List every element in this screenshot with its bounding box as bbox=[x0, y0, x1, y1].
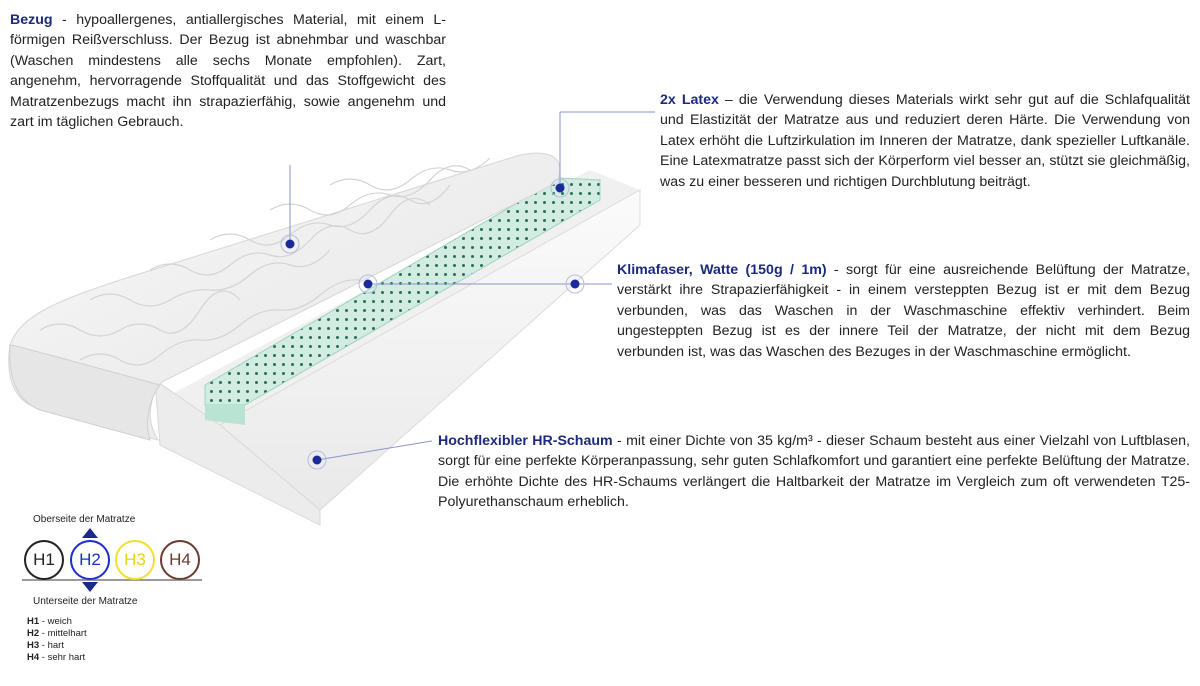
hardness-h1-circle: H1 bbox=[24, 540, 64, 580]
schaum-description bbox=[438, 431, 1190, 513]
hardness-key-item: H1 - weich bbox=[27, 616, 72, 627]
bezug-description bbox=[10, 10, 446, 132]
hardness-key-item: H2 - mittelhart bbox=[27, 628, 87, 639]
schaum-text: - mit einer Dichte von 35 kg/m³ - dieser Schaum besteht aus einer Vielzahl von Luftblasen, sorgt für eine perfekte Körperanpassung, sehr guten Schlafkomfort und garantiert eine perfekte Belüftung der Matratze. Die erhöhte Dichte des HR-Schaums verlängert die Haltbarkeit der Matratze im Vergleich zum oft verwendeten T25-Polyurethanschaum erheblich. bbox=[438, 433, 1190, 511]
latex-title: 2x Latex bbox=[660, 92, 719, 108]
latex-description bbox=[660, 90, 1190, 192]
arrow-up-icon bbox=[82, 528, 98, 538]
legend-top-label: Oberseite der Matratze bbox=[33, 514, 136, 525]
klimafaser-description bbox=[617, 260, 1190, 362]
klimafaser-title: Klimafaser, Watte (150g / 1m) bbox=[617, 262, 827, 278]
latex-text: – die Verwendung dieses Materials wirkt sehr gut auf die Schlafqualität und Elastizität der Matratze aus und reduziert deren Härte. Die Verwendung von Latex erhöht die Luftzirkulation im Inneren der Matratze, dank spezieller Luftkanäle. Eine Latexmatratze passt sich der Körperform viel besser an, stützt sie gleichmäßig, was zu einer besseren und richtigen Durchblutung beiträgt. bbox=[660, 92, 1190, 190]
arrow-down-icon bbox=[82, 582, 98, 592]
hardness-key-list bbox=[27, 616, 87, 664]
hardness-h2-circle: H2 bbox=[70, 540, 110, 580]
bezug-text: - hypoallergenes, antiallergisches Material, mit einem L-förmigen Reißverschluss. Der Bezug ist abnehmbar und waschbar (Waschen mindestens alle sechs Monate empfohlen). Zart, angenehm, hervorragende Stoffqualität und das Stoffgewicht des Matratzenbezugs macht ihn strapazierfähig, sowie angenehm und zart im täglichen Gebrauch. bbox=[10, 12, 446, 131]
klimafaser-text: - sorgt für eine ausreichende Belüftung der Matratze, verstärkt ihre Strapazierfähigkeit - in einem versteppten Bezug ist er mit dem Bezug verbunden, was das Waschen in der Waschmaschine effektiv verhindert. Beim ungesteppten Bezug ist es der innere Teil der Matratze, der nicht mit dem Bezug verbunden ist, was das Waschen des Bezuges in der Waschmaschine ermöglicht. bbox=[617, 262, 1190, 360]
schaum-title: Hochflexibler HR-Schaum bbox=[438, 433, 613, 449]
hardness-key-item: H4 - sehr hart bbox=[27, 652, 86, 663]
legend-bottom-label: Unterseite der Matratze bbox=[33, 596, 138, 607]
hardness-h3-circle: H3 bbox=[115, 540, 155, 580]
bezug-title: Bezug bbox=[10, 12, 53, 28]
hardness-key-item: H3 - hart bbox=[27, 640, 64, 651]
hardness-h4-circle: H4 bbox=[160, 540, 200, 580]
